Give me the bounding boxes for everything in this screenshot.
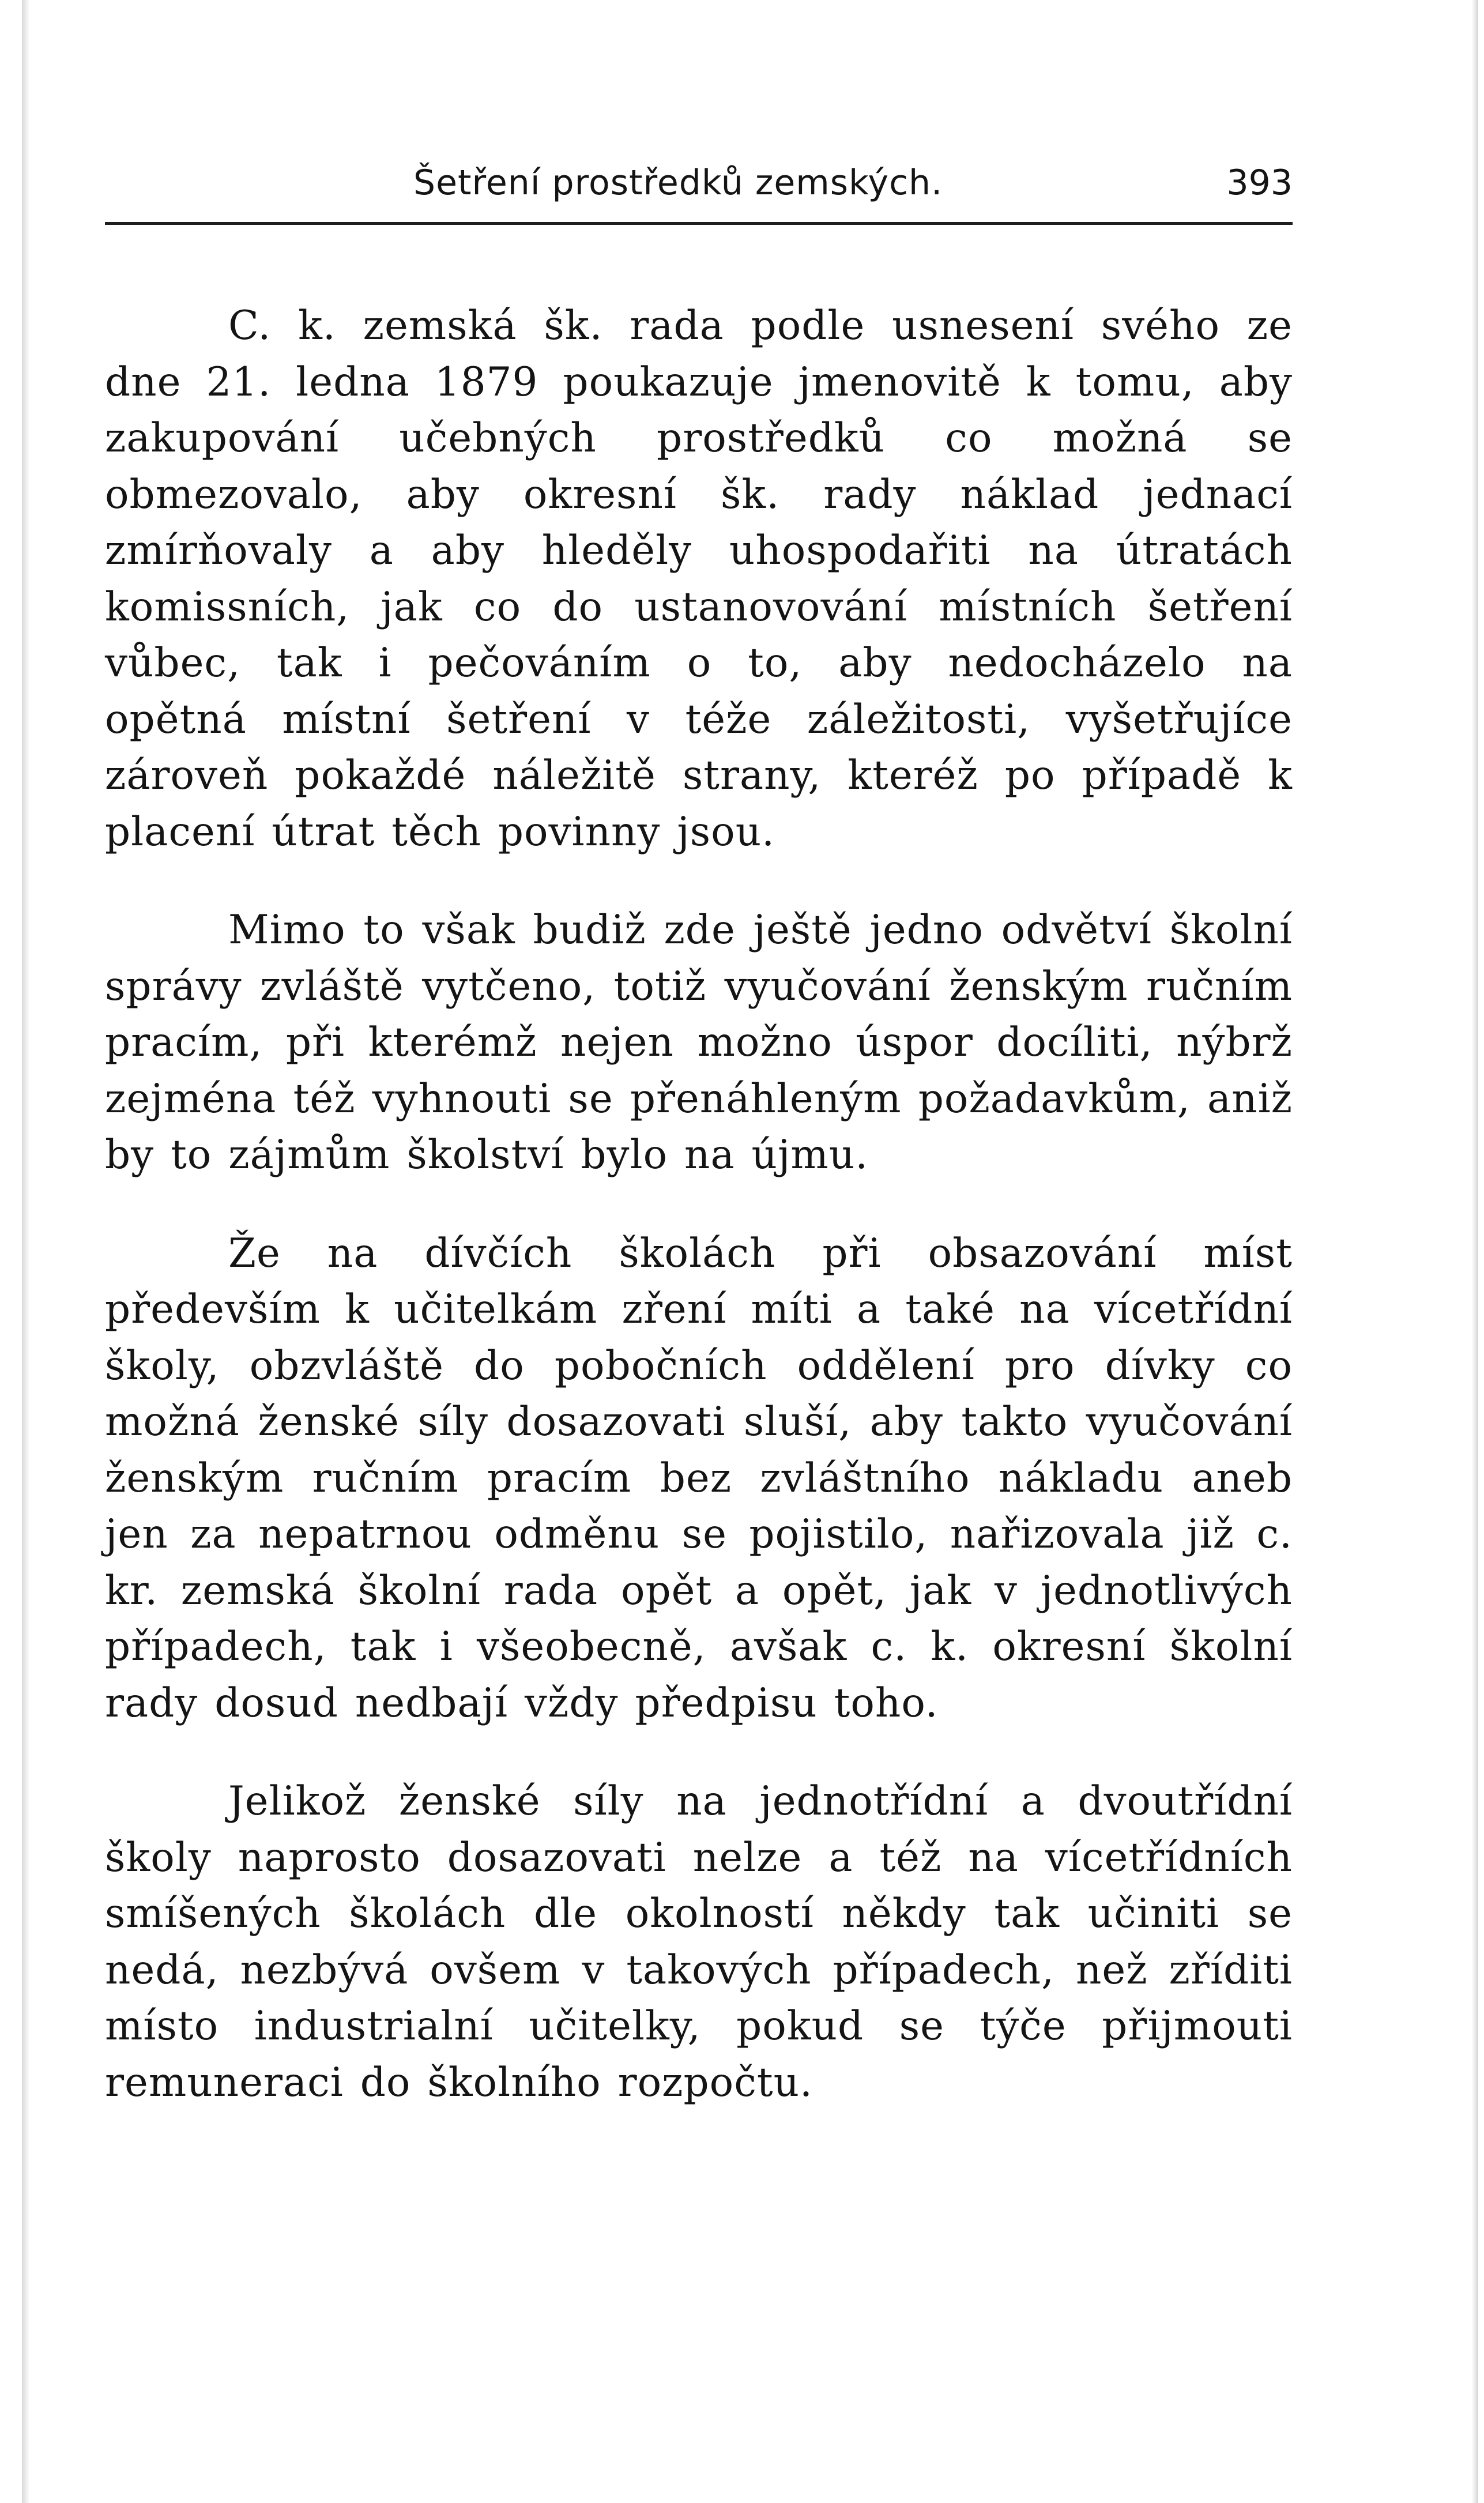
paragraph-1: C. k. zemská šk. rada podle usnesení svého ze dne 21. ledna 1879 poukazuje jmenovitě k tomu, aby zakupování učebných prostředků co možná se obmezovalo, aby okresní šk. rady náklad jednací zmírňovaly a aby hleděly uhospodařiti na útratách komissních, jak co do ustanovování místních šetření vůbec, tak i pečováním o to, aby nedocházelo na opětná místní šetření v téže záležitosti, vyšetřujíce zároveň pokaždé náležitě strany, kteréž po případě k placení útrat těch povinny jsou. [105,303,1293,855]
paragraph-4: Jelikož ženské síly na jednotřídní a dvoutřídní školy naprosto dosazovati nelze a též na vícetřídních smíšených školách dle okolností někdy tak učiniti se nedá, nezbývá ovšem v takových případech, než zříditi místo industrialní učitelky, pokud se týče přijmouti remuneraci do školního rozpočtu. [105,1778,1293,2106]
page-number: 393 [1226,163,1293,203]
body-text [105,298,1293,2111]
page-header [105,157,1293,209]
paragraph-2: Mimo to však budiž zde ještě jedno odvětví školní správy zvláště vytčeno, totiž vyučování ženským ručním pracím, při kterémž nejen možno úspor docíliti, nýbrž zejména též vyhnouti se přenáhleným požadavkům, aniž by to zájmům školství bylo na újmu. [105,907,1293,1178]
header-rule [105,222,1293,225]
paragraph-3: Že na dívčích školách při obsazování míst především k učitelkám zření míti a také na vícetřídní školy, obzvláště do pobočních oddělení pro dívky co možná ženské síly dosazovati sluší, aby takto vyučování ženským ručním pracím bez zvláštního nákladu aneb jen za nepatrnou odměnu se pojistilo, nařizovala již c. kr. zemská školní rada opět a opět, jak v jednotlivých případech, tak i všeobecně, avšak c. k. okresní školní rady dosud nedbají vždy předpisu toho. [105,1230,1293,1726]
running-title: Šetření prostředků zemských. [413,163,943,203]
page-edge-right [1471,0,1478,2503]
page-edge-left [22,0,30,2503]
